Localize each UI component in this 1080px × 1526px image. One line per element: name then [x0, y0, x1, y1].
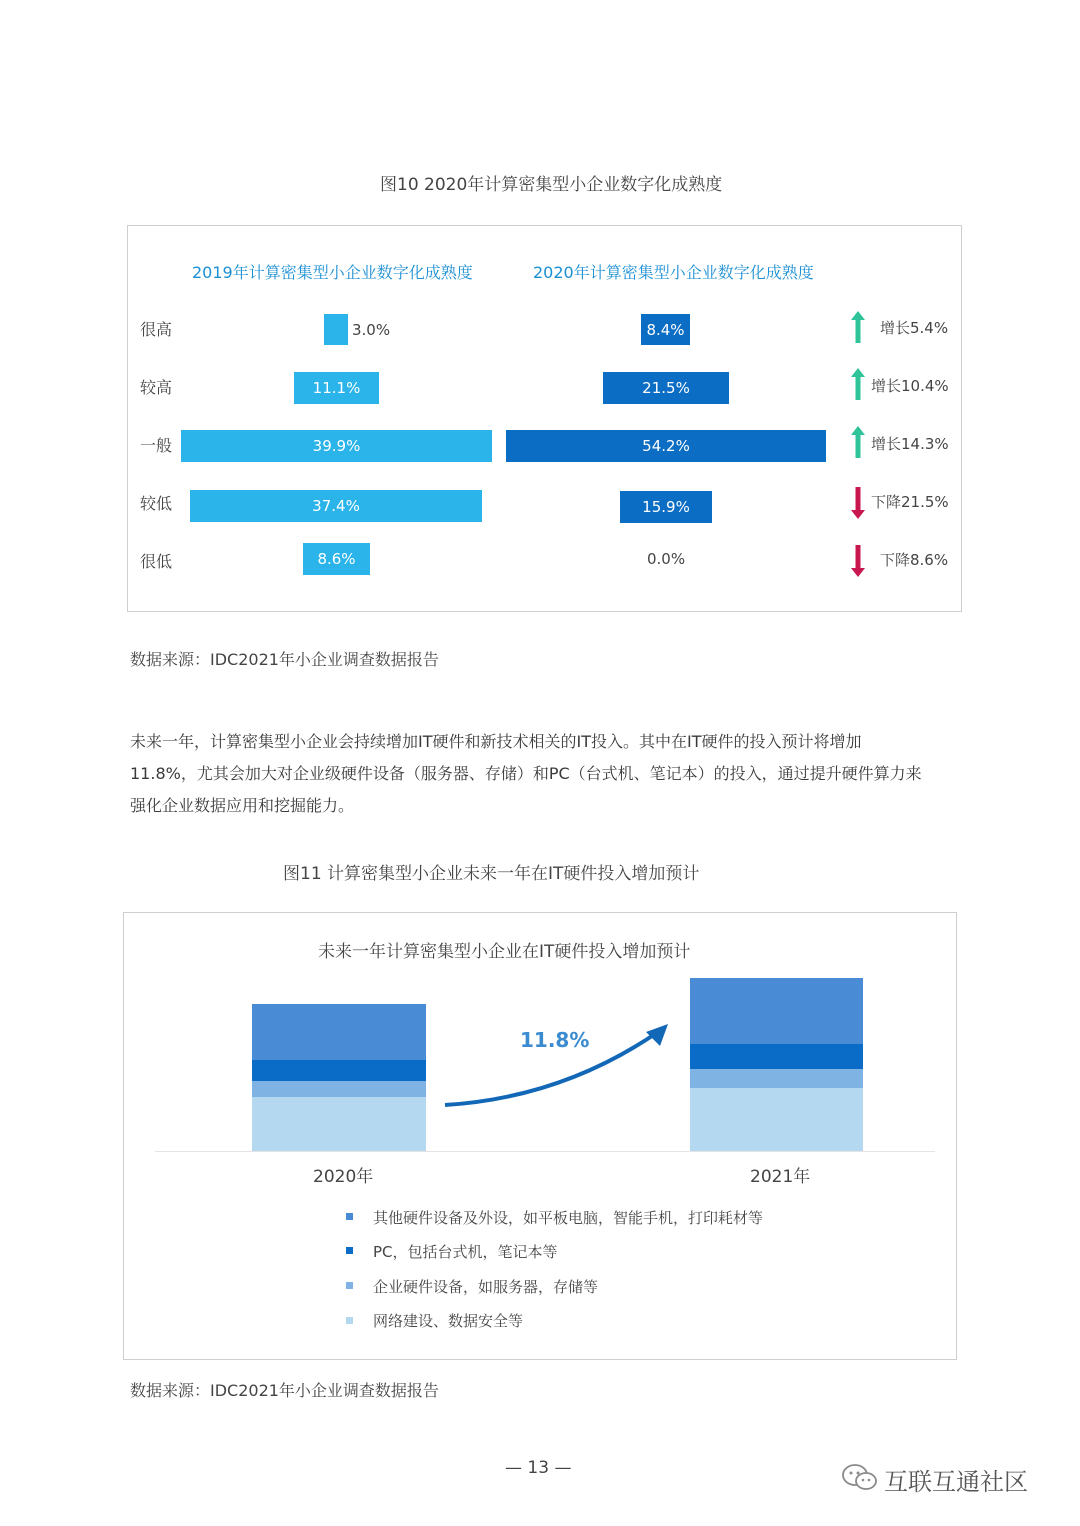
- arrow-up-icon: [851, 426, 865, 458]
- arrow-down-icon: [851, 545, 865, 577]
- fig10-chart-box: [127, 225, 962, 612]
- growth-label: 11.8%: [520, 1028, 590, 1052]
- stack-2020-network-security: [252, 1097, 426, 1151]
- change-label: 下降8.6%: [880, 551, 949, 569]
- fig11-source: 数据来源：IDC2021年小企业调查数据报告: [130, 1381, 439, 1400]
- paragraph-line: 未来一年，计算密集型小企业会持续增加IT硬件和新技术相关的IT投入。其中在IT硬件的投入预计将增加: [130, 732, 862, 751]
- bar-2020-very-high: 8.4%: [641, 314, 690, 345]
- legend-swatch: [346, 1282, 353, 1289]
- change-label: 增长14.3%: [871, 435, 949, 453]
- fig10-source: 数据来源：IDC2021年小企业调查数据报告: [130, 650, 439, 669]
- stack-2020-enterprise-hardware: [252, 1081, 426, 1097]
- change-label: 下降21.5%: [871, 493, 949, 511]
- bar-2020-low: 15.9%: [620, 491, 712, 523]
- row-label: 很低: [140, 552, 173, 571]
- arrow-up-icon: [851, 368, 865, 400]
- bar-2019-very-low: 8.6%: [303, 543, 370, 575]
- change-label: 增长5.4%: [880, 319, 949, 337]
- bar-2020-high: 21.5%: [603, 372, 729, 404]
- legend-label: 企业硬件设备，如服务器，存储等: [373, 1278, 599, 1296]
- fig10-header-2020: 2020年计算密集型小企业数字化成熟度: [533, 263, 814, 282]
- legend-label: 网络建设、数据安全等: [373, 1312, 524, 1330]
- chart-baseline: [155, 1151, 935, 1152]
- legend-label: 其他硬件设备及外设，如平板电脑，智能手机，打印耗材等: [373, 1209, 764, 1227]
- row-label: 很高: [140, 320, 173, 339]
- fig10-header-2019: 2019年计算密集型小企业数字化成熟度: [192, 263, 473, 282]
- stack-2021-enterprise-hardware: [690, 1069, 863, 1088]
- paragraph-line: 11.8%，尤其会加大对企业级硬件设备（服务器、存储）和PC（台式机、笔记本）的投入，通过提升硬件算力来: [130, 764, 922, 783]
- arrow-down-icon: [851, 487, 865, 519]
- legend-swatch: [346, 1247, 353, 1254]
- row-label: 一般: [140, 436, 173, 455]
- wechat-icon: [840, 1462, 880, 1494]
- stack-2020-pc: [252, 1060, 426, 1081]
- fig10-caption: 图10 2020年计算密集型小企业数字化成熟度: [380, 175, 723, 195]
- bar-2019-medium: 39.9%: [181, 430, 492, 462]
- row-label: 较低: [140, 494, 173, 513]
- bar-2019-low: 37.4%: [190, 490, 482, 522]
- bar-2020-medium: 54.2%: [506, 430, 826, 462]
- arrow-up-icon: [851, 311, 865, 343]
- row-label: 较高: [140, 378, 173, 397]
- stack-2021-other-hardware: [690, 978, 863, 1044]
- year-label-2021: 2021年: [750, 1167, 811, 1187]
- change-label: 增长10.4%: [871, 377, 949, 395]
- brand-label: 互联互通社区: [884, 1468, 1028, 1496]
- legend-swatch: [346, 1317, 353, 1324]
- stack-2020-other-hardware: [252, 1004, 426, 1060]
- paragraph-line: 强化企业数据应用和挖掘能力。: [130, 796, 355, 815]
- body-paragraph: [130, 726, 960, 822]
- page-number: — 13 —: [505, 1458, 572, 1478]
- legend-swatch: [346, 1213, 353, 1220]
- legend-label: PC，包括台式机，笔记本等: [373, 1243, 558, 1261]
- stack-2021-network-security: [690, 1088, 863, 1151]
- stack-2021-pc: [690, 1044, 863, 1069]
- fig11-caption: 图11 计算密集型小企业未来一年在IT硬件投入增加预计: [283, 864, 700, 884]
- year-label-2020: 2020年: [313, 1167, 374, 1187]
- bar-2019-high: 11.1%: [294, 372, 379, 404]
- value-2019-very-high: 3.0%: [352, 321, 391, 339]
- fig11-title: 未来一年计算密集型小企业在IT硬件投入增加预计: [318, 942, 691, 962]
- bar-2019-very-high: [324, 314, 348, 345]
- value-2020-very-low: 0.0%: [647, 550, 686, 568]
